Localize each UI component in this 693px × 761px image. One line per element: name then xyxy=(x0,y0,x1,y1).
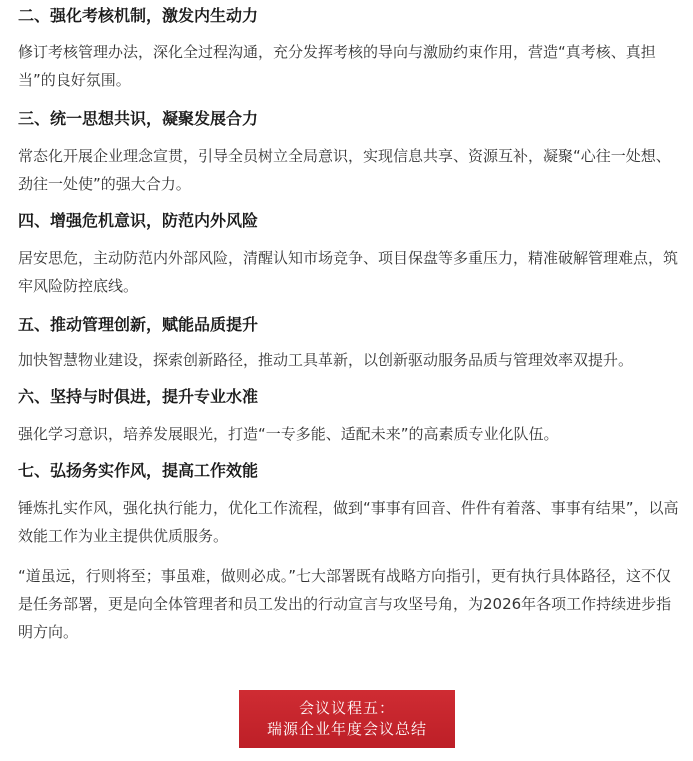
closing-paragraph: “道虽远，行则将至；事虽难，做则必成。”七大部署既有战略方向指引，更有执行具体路径，这不仅是任务部署，更是向全体管理者和员工发出的行动宣言与攻坚号角，为2026年各项工作持续进步指明方向。 xyxy=(18,567,672,641)
banner-line-1: 会议议程五： xyxy=(298,699,395,717)
section-heading-6: 六、坚持与时俱进，提升专业水准 xyxy=(18,387,259,406)
section-body-6: 强化学习意识，培养发展眼光，打造“一专多能、适配未来”的高素质专业化队伍。 xyxy=(18,425,559,443)
section-body-2: 修订考核管理办法，深化全过程沟通，充分发挥考核的导向与激励约束作用，营造“真考核、真担当”的良好氛围。 xyxy=(18,43,656,89)
section-heading-3: 三、统一思想共识，凝聚发展合力 xyxy=(18,109,259,128)
section-body-3: 常态化开展企业理念宣贯，引导全员树立全局意识，实现信息共享、资源互补，凝聚“心往一处想、劲往一处使”的强大合力。 xyxy=(18,147,671,193)
banner-line-2: 瑞源企业年度会议总结 xyxy=(266,720,427,738)
section-body-4: 居安思危，主动防范内外部风险，清醒认知市场竞争、项目保盘等多重压力，精准破解管理难点，筑牢风险防控底线。 xyxy=(18,249,679,295)
section-body-7: 锤炼扎实作风，强化执行能力，优化工作流程，做到“事事有回音、件件有着落、事事有结果”，以高效能工作为业主提供优质服务。 xyxy=(18,499,679,545)
section-heading-7: 七、弘扬务实作风，提高工作效能 xyxy=(18,461,259,480)
section-body-5: 加快智慧物业建设，探索创新路径，推动工具革新，以创新驱动服务品质与管理效率双提升。 xyxy=(18,351,634,369)
agenda-banner xyxy=(239,690,455,748)
section-heading-2: 二、强化考核机制，激发内生动力 xyxy=(18,6,259,25)
section-heading-5: 五、推动管理创新，赋能品质提升 xyxy=(18,315,259,334)
section-heading-4: 四、增强危机意识，防范内外风险 xyxy=(18,211,259,230)
